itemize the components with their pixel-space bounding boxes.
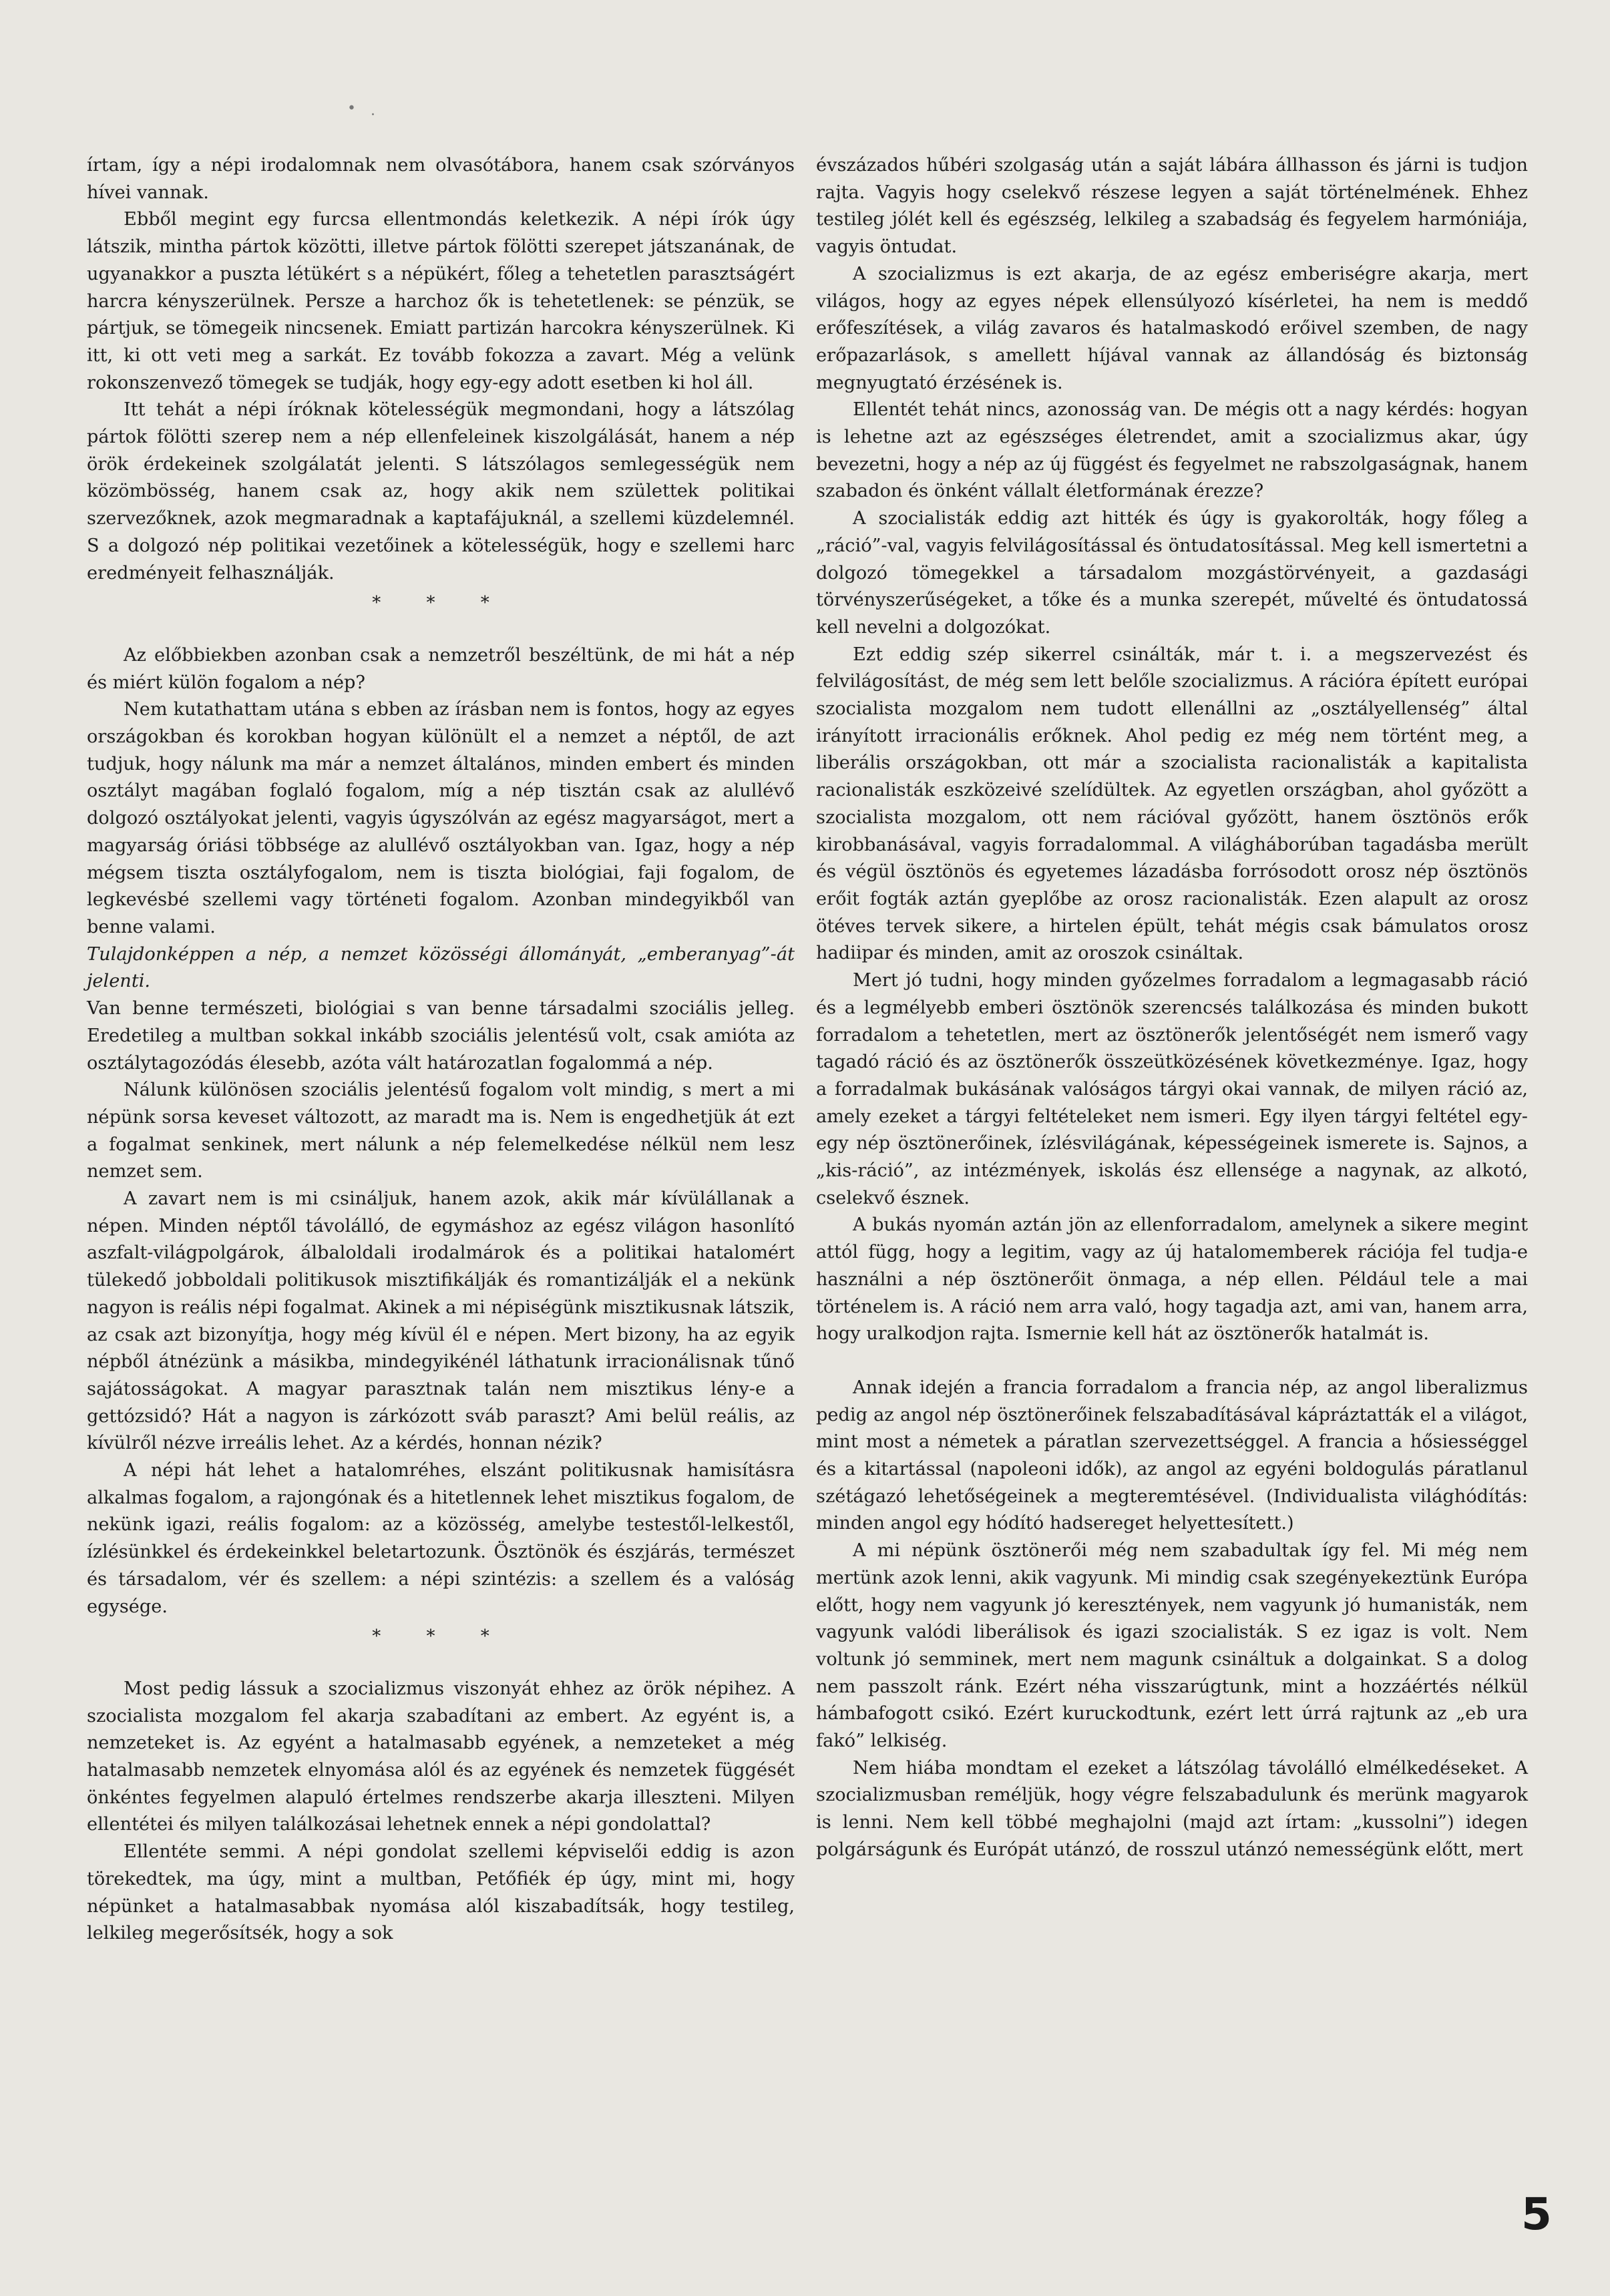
paragraph: Az előbbiekben azonban csak a nemzetről beszéltünk, de mi hát a nép és miért külön fogalom a nép?	[87, 644, 795, 693]
paragraph: Mert jó tudni, hogy minden győzelmes forradalom a legmagasabb ráció és a legmélyebb emberi ösztönök szerencsés találkozása és minden bukott forradalom a tehetetlen, mert az ösztönerők jelentőségét nem ismerő vagy tagadó ráció és az ösztönerők összeütközésének következménye. Igaz, hogy a forradalmak bukásának valóságos tárgyi okai vannak, de milyen ráció az, amely ezeket a tárgyi feltételeket nem ismeri. Egy ilyen tárgyi feltétel egy-egy nép ösztönerőinek, ízlésvilágának, képességeinek ismerete is. Sajnos, a „kis-ráció”, az intézmények, iskolás ész ellensége a nagynak, az alkotó, cselekvő észnek.	[816, 970, 1528, 1208]
paragraph: Nem hiába mondtam el ezeket a látszólag távolálló elmélkedéseket. A szocializmusban reméljük, hogy végre felszabadulunk és merünk magyarok is lenni. Nem kell többé meghajolni (majd azt írtam: „kussolni”) idegen polgárságunk és Európát utánzó, de rosszul utánzó nemességünk előtt, mert	[816, 1757, 1528, 1860]
paragraph: Ezt eddig szép sikerrel csinálták, már t. i. a megszervezést és felvilágosítást, de még sem lett belőle szocializmus. A rációra épített európai szocialista mozgalom nem tudott ellenállni az „osztályellenség” által irányított irracionális erőknek. Ahol pedig ez még nem történt meg, a liberális országokban, ott már a szocialista racionalisták a kapitalista racionalisták eszközeivé szelídültek. Az egyetlen országban, ahol győzött a szocialista mozgalom, ott nem rációval győzött, hanem ösztönös erők kirobbanásával, vagyis forradalommal. A világháborúban tagadásba merült és végül ösztönös és egyetemes lázadásba forrósodott orosz nép ösztönös erőit fogták aztán gyeplőbe az orosz racionalisták. Ezen alapult az orosz ötéves tervek sikere, a hirtelen épült, tehát mégis csak bámulatos orosz hadiipar és minden, amit az oroszok csináltak.	[816, 644, 1528, 964]
paragraph: Nálunk különösen szociális jelentésű fogalom volt mindig, s mert a mi népünk sorsa keveset változott, az maradt ma is. Nem is engedhetjük át ezt a fogalmat senkinek, mert nálunk a nép felemelkedése nélkül nem lesz nemzet sem.	[87, 1080, 795, 1182]
paragraph: Itt tehát a népi íróknak kötelességük megmondani, hogy a látszólag pártok fölötti szerep nem a nép ellenfeleinek kiszolgálását, hanem a nép örök érdekeinek szolgálatát jelenti. S látszólagos semlegességük nem közömbösség, hanem csak az, hogy akik nem születtek politikai szervezőknek, azok megmaradnak a kaptafájuknál, a szellemi küzdelemnél. S a dolgozó nép politikai vezetőinek a kötelességük, hogy e szellemi harc eredményeit felhasználják.	[87, 399, 795, 584]
paragraph: Ellentéte semmi. A népi gondolat szellemi képviselői eddig is azon törekedtek, ma úgy, mint a multban, Petőfiék ép úgy, mint mi, hogy népünket a hatalmasabbak nyomása alól kiszabadítsák, hogy testileg, lelkileg megerősítsék, hogy a sok	[87, 1841, 795, 1944]
page-number: 5	[1521, 2189, 1552, 2240]
paragraph: írtam, így a népi irodalomnak nem olvasótábora, hanem csak szórványos hívei vannak.	[87, 155, 795, 203]
print-speck: •	[347, 100, 356, 117]
right-column	[816, 152, 1528, 1864]
paragraph: Most pedig lássuk a szocializmus viszonyát ehhez az örök népihez. A szocialista mozgalom fel akarja szabadítani az embert. Az egyént is, a nemzeteket is. Az egyént a hatalmasabb egyének, a nemzeteket a még hatalmasabb nemzetek elnyomása alól és az egyének és nemzetek függését önkéntes fegyelmen alapuló értelmes rendszerbe akarja illeszteni. Milyen ellentétei és milyen találkozásai lehetnek ennek a népi gondolattal?	[87, 1678, 795, 1835]
paragraph: A szocialisták eddig azt hitték és úgy is gyakorolták, hogy főleg a „ráció”-val, vagyis felvilágosítással és öntudatosítással. Meg kell ismertetni a dolgozó tömegekkel a társadalom mozgástörvényeit, a gazdasági törvényszerűségeket, a tőke és a munka szerepét, művelté és öntudatossá kell nevelni a dolgozókat.	[816, 508, 1528, 638]
print-speck: ·	[371, 107, 375, 124]
paragraph: A mi népünk ösztönerői még nem szabadultak így fel. Mi még nem mertünk azok lenni, akik vagyunk. Mi mindig csak szegényekeztünk Európa előtt, hogy nem vagyunk jó keresztények, nem vagyunk jó humanisták, nem vagyunk valódi liberálisok és igazi szocialisták. S ez igaz is volt. Nem voltunk jó semminek, mert nem magunk csináltuk a dolgainkat. S a dolog nem passzolt ránk. Ezért néha visszarúgtunk, mint a hozzáértés nélkül hámbafogott csikó. Ezért kuruckodtunk, ezért lett úrrá rajtunk az „eb ura fakó” lelkiség.	[816, 1540, 1528, 1752]
section-separator: * * *	[372, 1626, 510, 1647]
paragraph: A bukás nyomán aztán jön az ellenforradalom, amelynek a sikere megint attól függ, hogy a legitim, vagy az új hatalomemberek rációja fel tudja-e használni a nép ösztönerőit önmaga, a nép ellen. Például tele a mai történelem is. A ráció nem arra való, hogy tagadja azt, ami van, hanem arra, hogy uralkodjon rajta. Ismernie kell hát az ösztönerők hatalmát is.	[816, 1214, 1528, 1345]
paragraph: Ellentét tehát nincs, azonosság van. De mégis ott a nagy kérdés: hogyan is lehetne azt az egészséges életrendet, amit a szocializmus akar, úgy bevezetni, hogy a nép az új függést és fegyelmet ne rabszolgaságnak, hanem szabadon és önként vállalt életformának érezze?	[816, 399, 1528, 502]
italic-statement: Tulajdonképpen a nép, a nemzet közösségi állományát, „emberanyag”-át jelenti.	[87, 943, 795, 992]
left-column	[87, 152, 795, 1947]
paragraph-italic	[87, 941, 795, 995]
paragraph: évszázados hűbéri szolgaság után a saját lábára állhasson és járni is tudjon rajta. Vagyis hogy cselekvő részese legyen a saját történelmének. Ehhez testileg jólét kell és egészség, lelkileg a szabadság és fegyelem harmóniája, vagyis öntudat.	[816, 155, 1528, 258]
paragraph: A népi hát lehet a hatalomréhes, elszánt politikusnak hamisításra alkalmas fogalom, a rajongónak és a hitetlennek lehet misztikus fogalom, de nekünk igazi, reális fogalom: az a közösség, amelybe testestől-lelkestől, ízlésünkkel és érdekeinkkel beletartozunk. Ösztönök és észjárás, természet és társadalom, vér és szellem: a népi szintézis: a szellem és a valóság egysége.	[87, 1460, 795, 1617]
paragraph: Ebből megint egy furcsa ellentmondás keletkezik. A népi írók úgy látszik, mintha pártok közötti, illetve pártok fölötti szerepet játszanának, de ugyanakkor a puszta létükért s a népükért, főleg a tehetetlen parasztságért harcra kényszerülnek. Persze a harchoz ők is tehetetlenek: se pénzük, se pártjuk, se tömegeik nincsenek. Emiatt partizán harcokra kényszerülnek. Ki itt, ki ott veti meg a sarkát. Ez tovább fokozza a zavart. Még a velünk rokonszenvező tömegek se tudják, hogy egy-egy adott esetben ki hol áll.	[87, 209, 795, 393]
section-separator: * * *	[372, 593, 510, 614]
paragraph: Van benne természeti, biológiai s van benne társadalmi szociális jelleg. Eredetileg a multban sokkal inkább szociális jelentésű volt, csak amióta az osztálytagozódás élesebb, azóta vált határozatlan fogalommá a nép.	[87, 998, 795, 1074]
paragraph: A zavart nem is mi csináljuk, hanem azok, akik már kívülállanak a népen. Minden néptől távolálló, de egymáshoz az egész világon hasonlító aszfalt-világpolgárok, álbaloldali irodalmárok és a politikai hatalomért tülekedő jobboldali politikusok misztifikálják és romantizálják el a nekünk nagyon is reális népi fogalmat. Akinek a mi népiségünk misztikusnak látszik, az csak azt bizonyítja, hogy még kívül él e népen. Mert bizony, ha az egyik népből átnézünk a másikba, mindegyikénél láthatunk irracionálisnak tűnő sajátosságokat. A magyar parasztnak talán nem misztikus lény-e a gettózsidó? Hát a nagyon is zárkózott sváb paraszt? Ami belül reális, az kívülről nézve irreális lehet. Az a kérdés, honnan nézik?	[87, 1188, 795, 1454]
paragraph: A szocializmus is ezt akarja, de az egész emberiségre akarja, mert világos, hogy az egyes népek ellensúlyozó kísérletei, ha nem is meddő erőfeszítések, a világ zavaros és hatalmaskodó erőivel szemben, de nagy erőpazarlások, s amellett híjával vannak az állandóság és biztonság megnyugtató érzésének is.	[816, 263, 1528, 393]
paragraph: Nem kutathattam utána s ebben az írásban nem is fontos, hogy az egyes országokban és korokban hogyan különült el a nemzet a néptől, de azt tudjuk, hogy nálunk ma már a nemzet általános, minden embert és minden osztályt magában foglaló fogalom, míg a nép tisztán csak az alullévő dolgozó osztályokat jelenti, vagyis úgyszólván az egész magyarságot, mert a magyarság óriási többsége az alullévő osztályokban van. Igaz, hogy a nép mégsem tiszta osztályfogalom, nem is tiszta biológiai, faji fogalom, de legkevésbé szellemi vagy történeti fogalom. Azonban mindegyikből van benne valami.	[87, 699, 795, 937]
paragraph: Annak idején a francia forradalom a francia nép, az angol liberalizmus pedig az angol nép ösztönerőinek felszabadításával kápráztatták el a világot, mint most a németek a páratlan szervezettséggel. A francia a hősiességgel és a kitartással (napoleoni idők), az angol az egyéni boldogulás páratlanul szétágazó lehetőségeinek a megteremtésével. (Individualista világhódítás: minden angol egy hódító hadsereget helyettesített.)	[816, 1377, 1528, 1534]
